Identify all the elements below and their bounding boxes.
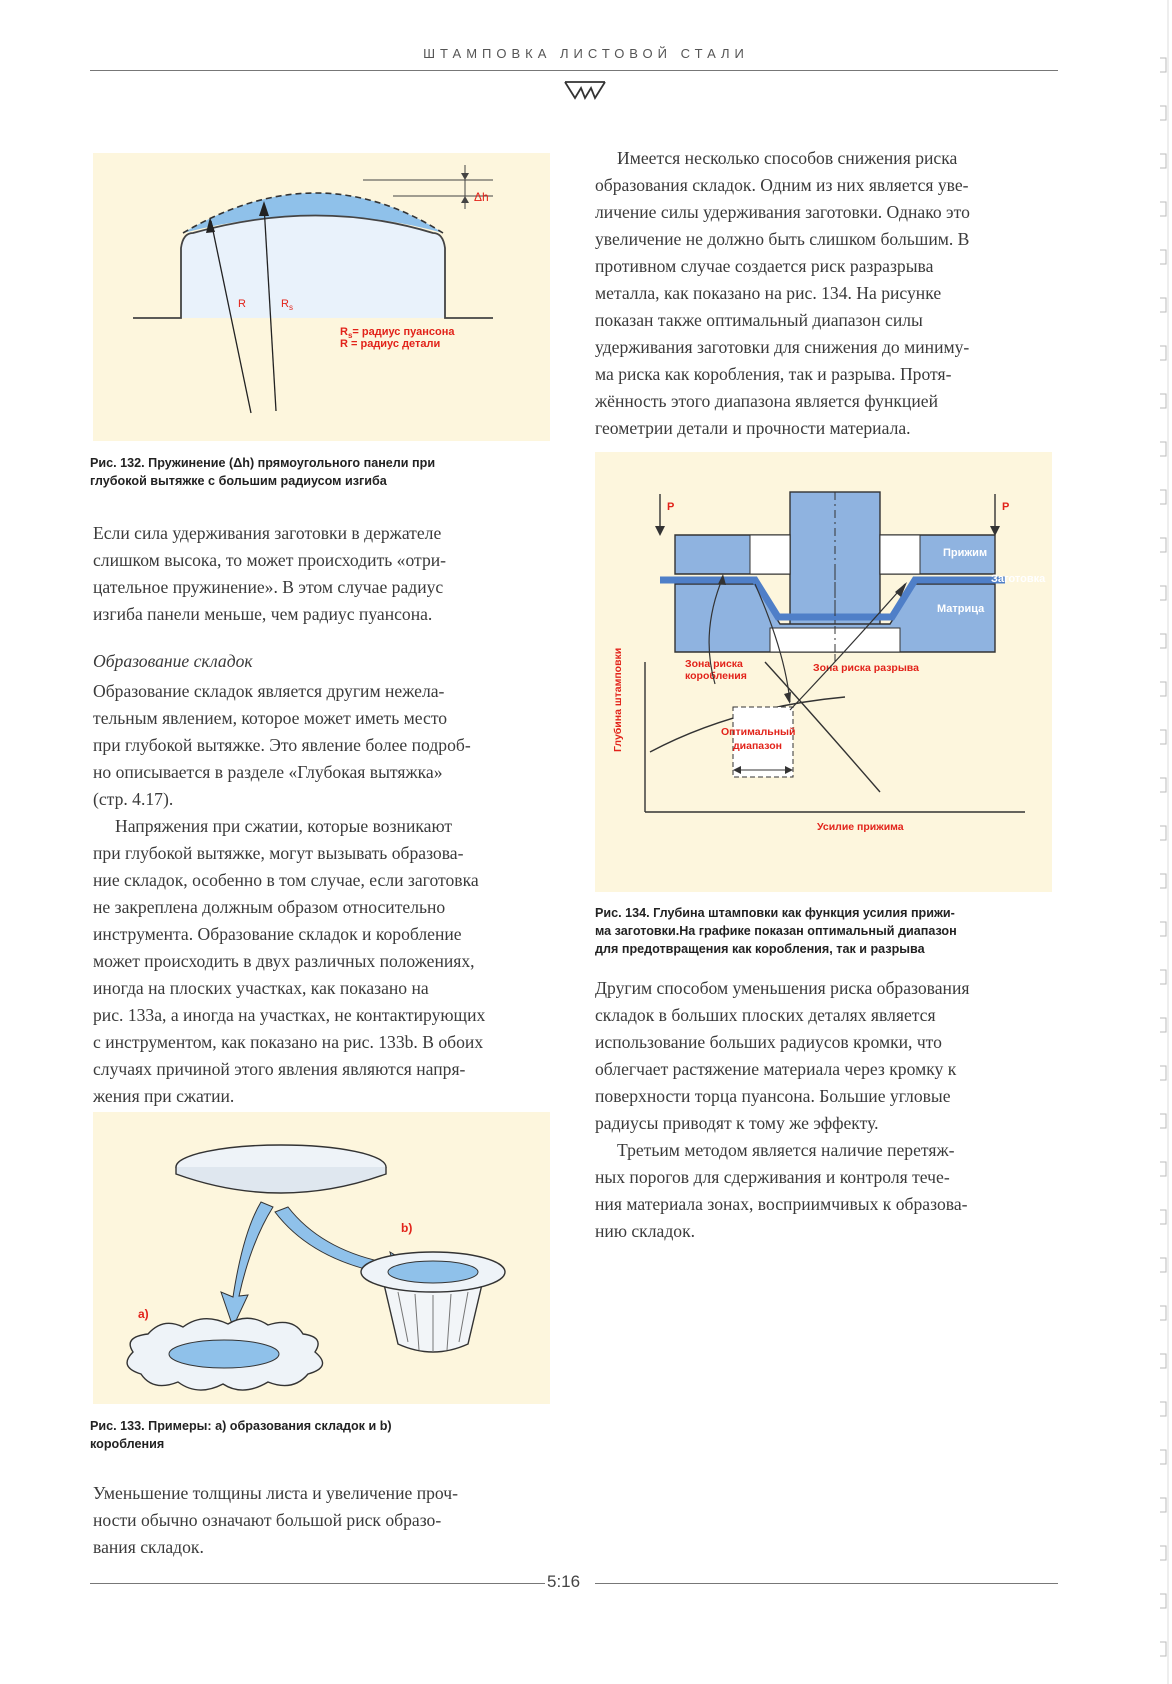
- paragraph-negative-springback: Если сила удерживания заготовки в держателе слишком высока, то может происходить «отри- цательное пружинение». В этом случае радиус изгиба панели меньше, чем радиус пуансона.: [93, 523, 447, 624]
- header-rule: [90, 70, 1058, 71]
- logo-icon: [563, 78, 607, 102]
- binder-mark: [1160, 1066, 1166, 1080]
- label-b: b): [401, 1221, 413, 1235]
- zone-wrinkle-label-2: коробления: [685, 670, 747, 682]
- rs-label: $R_s$: [281, 298, 293, 312]
- binder-mark: [1160, 250, 1166, 264]
- optimal-label-1: Оптимальный: [721, 726, 796, 738]
- caption-line: ма заготовки.На графике показан оптимальный диапазон: [595, 924, 957, 938]
- binder-mark: [1160, 154, 1166, 168]
- paragraph-compression: Напряжения при сжатии, которые возникают при глубокой вытяжке, могут вызывать образова- ние складок, особенно в том случае, если заготовка не закреплена должным образом относительно инструмента. Образование складок и коробление может происходить в двух различных положениях, иногда на плоских участках, как показано на рис. 133a, а иногда на участках, не контактирующих с инструментом, как показано на рис. 133b. В обоих случаях причиной этого явления являются напря- жения при сжатии.: [93, 816, 486, 1106]
- x-axis-label: Усилие прижима: [817, 821, 904, 833]
- binder-mark: [1160, 298, 1166, 312]
- footer-rule-right: [595, 1583, 1058, 1584]
- binder-mark: [1160, 442, 1166, 456]
- binder-mark: [1160, 970, 1166, 984]
- binder-mark: [1160, 490, 1166, 504]
- binder-mark: [1160, 1546, 1166, 1560]
- binder-mark: [1160, 1594, 1166, 1608]
- binder-mark: [1160, 1162, 1166, 1176]
- binder-mark: [1160, 1450, 1166, 1464]
- zone-rupture-label: Зона риска разрыва: [813, 662, 919, 674]
- binder-mark: [1160, 202, 1166, 216]
- subheading-wrinkling: Образование складок: [93, 651, 253, 671]
- legend-r: R = радиус детали: [340, 338, 441, 350]
- figure-132: [93, 153, 550, 441]
- binder-mark: [1160, 106, 1166, 120]
- optimal-label-2: диапазон: [733, 740, 782, 752]
- wrinkling-examples-illustration: [93, 1112, 550, 1404]
- binder-mark: [1160, 394, 1166, 408]
- binder-mark: [1160, 1114, 1166, 1128]
- r-label: R: [238, 298, 246, 310]
- zone-wrinkle-label-1: Зона риска: [685, 658, 743, 670]
- binder-mark: [1160, 1498, 1166, 1512]
- clamp-label: Прижим: [943, 547, 988, 559]
- binder-mark: [1160, 874, 1166, 888]
- delta-h-label: Δh: [474, 190, 489, 204]
- caption-line: Рис. 132. Пружинение (Δh) прямоугольного панели при: [90, 456, 436, 470]
- binder-mark: [1160, 730, 1166, 744]
- caption-line: для предотвращения как коробления, так и разрыва: [595, 942, 925, 956]
- paragraph-methods: Имеется несколько способов снижения риска образования складок. Одним из них является уве- личение силы удерживания заготовки. Однако это увеличение не должно быть слишком большим. В противном случае создается риск разразрыва металла, как показано на рис. 134. На рисунке показан также оптимальный диапазон силы удерживания заготовки для снижения до миниму- ма риска как коробления, так и разрыва. Протя- жённость этого диапазона является функцией геометрии детали и прочности материала.: [595, 148, 970, 438]
- paragraph-wrinkling-intro: Образование складок является другим нежела- тельным явлением, которое может иметь место при глубокой вытяжке. Это явление более подроб- но описывается в разделе «Глубокая вытяжка» (стр. 4.17).: [93, 681, 471, 809]
- label-a: a): [138, 1307, 149, 1321]
- page-number: 5:16: [547, 1572, 581, 1591]
- paragraph-edge-radii: Другим способом уменьшения риска образования складок в больших плоских деталях является использование больших радиусов кромки, что облегчает растяжение материала через кромку к поверхности торца пуансона. Большие угловые радиусы приводят к тому же эффекту.: [595, 978, 970, 1133]
- binder-mark: [1160, 682, 1166, 696]
- legend-rs: $R_s=$ радиус пуансона: [340, 326, 455, 340]
- die-label: Матрица: [937, 603, 985, 615]
- binder-mark: [1160, 346, 1166, 360]
- binder-mark: [1160, 634, 1166, 648]
- caption-line: Рис. 133. Примеры: a) образования складок и b): [90, 1419, 392, 1433]
- caption-line: глубокой вытяжке с большим радиусом изгиба: [90, 474, 387, 488]
- paragraph-draw-beads: Третьим методом является наличие перетяж- ных порогов для сдерживания и контроля тече- ния материала зонах, восприимчивых к образова- нию складок.: [595, 1140, 968, 1241]
- binder-mark: [1160, 538, 1166, 552]
- footer-rule-left: [90, 1583, 545, 1584]
- binder-mark: [1160, 922, 1166, 936]
- y-axis-label: Глубина штамповки: [612, 647, 624, 752]
- binder-mark: [1160, 586, 1166, 600]
- blankholder-force-diagram: [595, 452, 1052, 892]
- binder-mark: [1160, 826, 1166, 840]
- binder-mark: [1160, 1354, 1166, 1368]
- binder-mark: [1160, 1258, 1166, 1272]
- binder-mark: [1160, 1306, 1166, 1320]
- blank-label: Заготовка: [991, 573, 1046, 585]
- springback-diagram: [93, 153, 550, 441]
- figure-133-caption: [90, 1417, 560, 1453]
- binder-mark: [1160, 1402, 1166, 1416]
- caption-line: коробления: [90, 1437, 165, 1451]
- binder-edge: [1142, 0, 1172, 1684]
- p-left-label: P: [667, 501, 675, 513]
- p-right-label: P: [1002, 501, 1010, 513]
- running-header: ШТАМПОВКА ЛИСТОВОЙ СТАЛИ: [423, 46, 749, 61]
- paragraph-thickness: Уменьшение толщины листа и увеличение проч- ности обычно означают большой риск образо- вания складок.: [93, 1483, 458, 1557]
- figure-134: [595, 452, 1052, 892]
- binder-mark: [1160, 58, 1166, 72]
- binder-mark: [1160, 778, 1166, 792]
- figure-132-caption: [90, 454, 560, 490]
- figure-133: [93, 1112, 550, 1404]
- figure-134-caption: [595, 904, 1065, 958]
- binder-mark: [1160, 1210, 1166, 1224]
- binder-mark: [1160, 1642, 1166, 1656]
- binder-mark: [1160, 1018, 1166, 1032]
- caption-line: Рис. 134. Глубина штамповки как функция усилия прижи-: [595, 906, 955, 920]
